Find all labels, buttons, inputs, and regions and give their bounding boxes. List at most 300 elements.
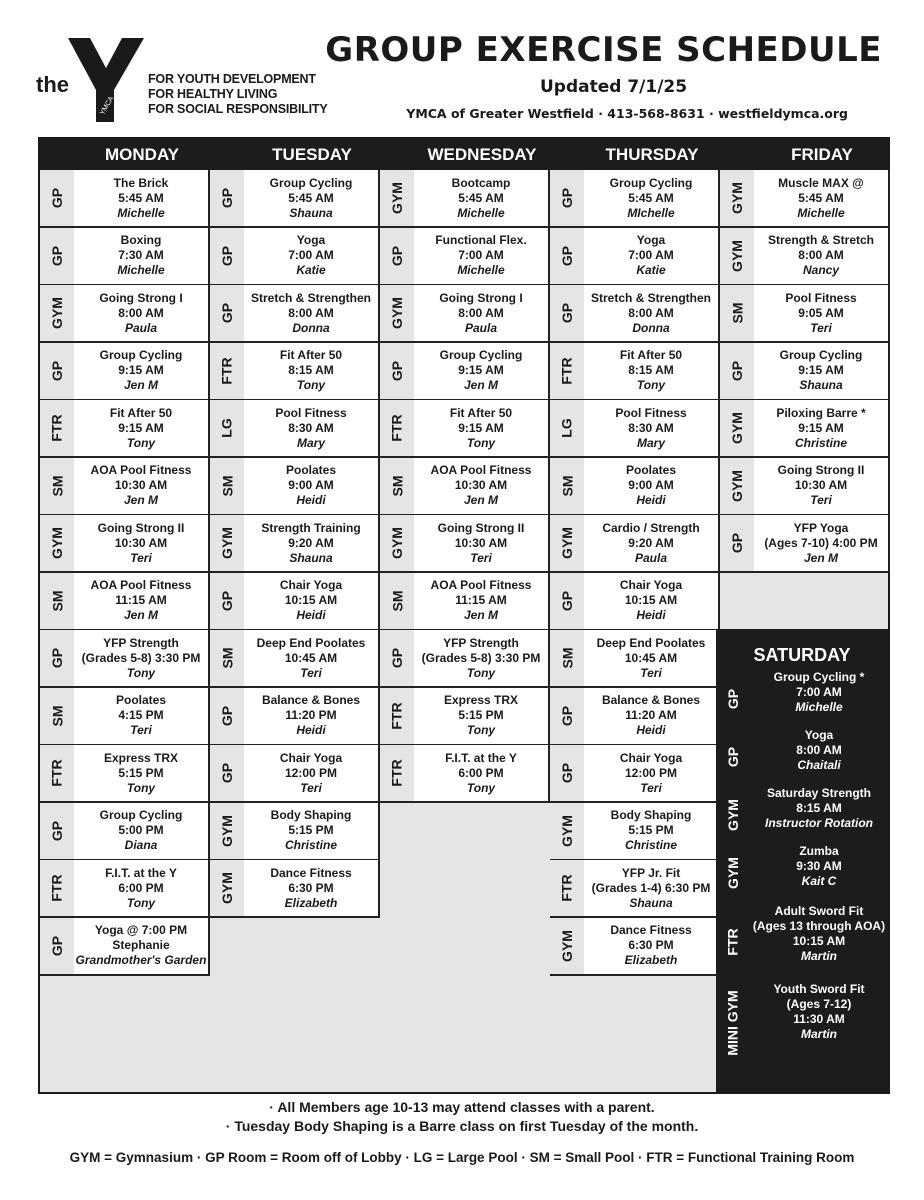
class-info xyxy=(414,688,548,744)
room-label: GP xyxy=(210,573,244,629)
class-time: 9:15 AM xyxy=(118,420,164,435)
saturday-class xyxy=(716,670,888,728)
day-header-friday: FRIDAY xyxy=(791,145,853,164)
day-header-row xyxy=(40,139,888,170)
class-info xyxy=(584,400,718,456)
class-detail: 9:30 AM xyxy=(796,859,842,873)
room-label: GP xyxy=(380,228,414,284)
room-label: GP xyxy=(550,285,584,341)
room-label: GYM xyxy=(380,170,414,226)
class-instructor: Tony xyxy=(466,665,496,680)
class-info xyxy=(414,458,548,514)
class-instructor: Jen M xyxy=(463,493,498,507)
room-label: GYM xyxy=(40,515,74,571)
class-info xyxy=(74,400,208,456)
class-info xyxy=(750,786,888,831)
class-time: 6:00 PM xyxy=(118,880,164,895)
class-time: 9:15 AM xyxy=(458,363,504,377)
room-label: SM xyxy=(40,688,74,744)
class-time: (Grades 5-8) 3:30 PM xyxy=(421,650,541,665)
class-cell xyxy=(40,745,210,803)
room-label: LG xyxy=(550,400,584,456)
class-info xyxy=(754,343,888,399)
class-name: AOA Pool Fitness xyxy=(430,463,532,477)
class-instructor: Tony xyxy=(126,780,156,795)
class-instructor: Tony xyxy=(636,378,666,392)
class-cell xyxy=(550,860,720,918)
class-cell xyxy=(210,343,380,401)
class-info xyxy=(754,285,888,341)
room-label: FTR xyxy=(550,860,584,916)
class-instructor: Teri xyxy=(300,780,322,795)
room-label: GYM xyxy=(720,400,754,456)
class-instructor: Jen M xyxy=(123,608,158,622)
class-cell xyxy=(720,285,890,343)
class-instructor: Grandmother's Garden xyxy=(75,953,207,967)
class-info xyxy=(74,458,208,514)
class-instructor: Paula xyxy=(634,550,667,565)
class-time: 11:20 AM xyxy=(625,708,677,722)
contact-info: YMCA of Greater Westfield · 413-568-8631 · westfieldymca.org xyxy=(406,106,848,121)
class-cell xyxy=(40,918,210,976)
class-cell xyxy=(380,458,550,516)
class-info xyxy=(244,285,378,341)
class-info xyxy=(414,228,548,284)
class-info xyxy=(74,573,208,629)
class-cell xyxy=(40,688,210,746)
class-info xyxy=(584,285,718,341)
class-info xyxy=(754,400,888,456)
class-cell xyxy=(40,343,210,401)
class-time: 9:20 AM xyxy=(628,535,674,550)
class-cell xyxy=(550,630,720,688)
class-cell xyxy=(380,630,550,688)
class-cell xyxy=(380,170,550,228)
class-info xyxy=(584,228,718,284)
room-label: FTR xyxy=(380,688,414,744)
class-instructor: Donna xyxy=(632,320,670,335)
note-parent: · All Members age 10-13 may attend classes with a parent. xyxy=(269,1099,655,1115)
class-info xyxy=(750,844,888,889)
room-label: GP xyxy=(724,746,741,768)
room-label: GYM xyxy=(550,803,584,859)
tagline: FOR YOUTH DEVELOPMENT FOR HEALTHY LIVING FOR SOCIAL RESPONSIBILITY xyxy=(148,72,328,116)
class-detail: Group Cycling * xyxy=(773,670,865,684)
class-name: Fit After 50 xyxy=(279,348,343,362)
class-name: F.I.T. at the Y xyxy=(445,750,517,765)
class-name: Going Strong II xyxy=(437,520,525,535)
class-instructor: Katie xyxy=(296,263,326,277)
class-cell xyxy=(210,803,380,861)
class-time: 6:30 PM xyxy=(628,938,674,952)
class-time: 5:45 AM xyxy=(628,190,674,205)
class-cell xyxy=(380,400,550,458)
class-instructor: Michelle xyxy=(795,700,843,714)
room-label: GYM xyxy=(720,458,754,514)
class-name: Yoga xyxy=(636,233,666,247)
class-cell xyxy=(550,285,720,343)
updated-date: Updated 7/1/25 xyxy=(540,77,688,97)
class-time: 10:15 AM xyxy=(284,593,338,607)
class-time: 8:00 AM xyxy=(288,305,334,320)
class-instructor: Tony xyxy=(296,378,326,392)
class-info xyxy=(754,458,888,514)
class-instructor: Kait C xyxy=(801,874,837,888)
class-cell xyxy=(210,170,380,228)
room-label: GP xyxy=(40,918,74,974)
class-name: YFP Strength xyxy=(443,635,519,650)
class-detail: Saturday Strength xyxy=(766,786,871,800)
room-label: SM xyxy=(210,630,244,686)
class-instructor: Christine xyxy=(624,838,677,852)
day-header-thursday: THURSDAY xyxy=(605,145,699,164)
class-instructor: Teri xyxy=(130,550,152,565)
class-name: AOA Pool Fitness xyxy=(90,578,192,592)
class-instructor: Teri xyxy=(300,665,322,680)
class-info xyxy=(74,170,208,226)
class-info xyxy=(74,860,208,916)
class-cell xyxy=(40,860,210,918)
class-cell xyxy=(550,343,720,401)
class-cell xyxy=(550,573,720,631)
class-info xyxy=(244,458,378,514)
class-instructor: Teri xyxy=(810,320,832,335)
room-label: SM xyxy=(380,458,414,514)
class-name: Stretch & Strengthen xyxy=(250,290,371,305)
class-cell xyxy=(720,400,890,458)
class-info xyxy=(244,860,378,916)
class-cell xyxy=(40,458,210,516)
room-label: GP xyxy=(550,228,584,284)
room-label: MINI GYM xyxy=(725,990,741,1056)
class-time: 4:15 PM xyxy=(118,708,164,722)
class-time: 9:15 AM xyxy=(798,420,844,435)
class-cell xyxy=(550,688,720,746)
room-label: GP xyxy=(210,745,244,801)
class-name: Group Cycling xyxy=(99,808,183,822)
room-label: GYM xyxy=(210,860,244,916)
class-time: 10:15 AM xyxy=(624,593,678,607)
class-name: Fit After 50 xyxy=(619,348,683,362)
class-name: Going Strong II xyxy=(777,463,865,477)
room-label: FTR xyxy=(40,400,74,456)
class-cell xyxy=(380,515,550,573)
class-name: Strength & Stretch xyxy=(767,233,874,247)
class-info xyxy=(584,745,718,801)
class-name: YFP Yoga xyxy=(793,520,849,535)
class-detail: Adult Sword Fit xyxy=(774,904,864,918)
class-cell xyxy=(40,630,210,688)
class-cell xyxy=(40,803,210,861)
class-name: Yoga @ 7:00 PM xyxy=(94,923,188,937)
class-name: Body Shaping xyxy=(270,808,352,822)
saturday-panel xyxy=(716,629,888,1092)
class-instructor: Mary xyxy=(636,435,665,450)
class-info xyxy=(584,630,718,686)
room-label: GP xyxy=(40,343,74,399)
room-label: FTR xyxy=(40,860,74,916)
class-cell xyxy=(210,573,380,631)
class-cell xyxy=(210,860,380,918)
class-name: Group Cycling xyxy=(609,175,693,190)
class-instructor: Elizabeth xyxy=(284,895,338,910)
class-info xyxy=(74,630,208,686)
class-instructor: Michelle xyxy=(117,263,165,277)
class-info xyxy=(584,573,718,629)
class-cell xyxy=(40,515,210,573)
class-info xyxy=(750,728,888,773)
class-instructor: Michelle xyxy=(117,205,165,220)
class-time: 10:30 AM xyxy=(454,478,508,492)
class-name: The Brick xyxy=(113,175,169,190)
class-cell xyxy=(210,515,380,573)
class-time: 9:15 AM xyxy=(458,420,504,435)
class-info xyxy=(244,228,378,284)
page-footer xyxy=(0,1098,924,1165)
room-label: LG xyxy=(210,400,244,456)
class-name: Stretch & Strengthen xyxy=(590,290,711,305)
saturday-class xyxy=(716,786,888,844)
class-cell xyxy=(550,745,720,803)
class-detail: 10:15 AM xyxy=(792,934,846,948)
class-info xyxy=(244,343,378,399)
room-label: SM xyxy=(550,630,584,686)
class-name: Express TRX xyxy=(443,693,519,707)
class-time: 5:15 PM xyxy=(118,765,164,780)
class-instructor: Heidi xyxy=(636,608,666,622)
class-time: (Grades 5-8) 3:30 PM xyxy=(81,650,201,665)
room-label: GYM xyxy=(210,515,244,571)
room-label: GYM xyxy=(550,918,584,974)
class-name: Group Cycling xyxy=(779,348,863,362)
day-header-tuesday: TUESDAY xyxy=(272,145,352,164)
class-name: Express TRX xyxy=(103,750,179,765)
room-label: GP xyxy=(550,745,584,801)
class-name: Body Shaping xyxy=(610,808,692,822)
class-time: 10:30 AM xyxy=(114,478,168,492)
class-info xyxy=(74,745,208,801)
class-cell xyxy=(380,688,550,746)
class-cell xyxy=(550,228,720,286)
class-time: 7:30 AM xyxy=(118,248,164,262)
class-cell xyxy=(210,688,380,746)
class-info xyxy=(414,573,548,629)
class-time: Stephanie xyxy=(112,938,170,952)
class-cell xyxy=(550,918,720,976)
class-cell xyxy=(40,170,210,228)
class-info xyxy=(244,688,378,744)
class-cell xyxy=(380,573,550,631)
class-name: Fit After 50 xyxy=(109,405,173,420)
class-name: Boxing xyxy=(120,233,162,247)
class-detail: (Ages 7-12) xyxy=(786,997,852,1011)
class-instructor: Chaitali xyxy=(797,758,841,772)
room-label: SM xyxy=(40,458,74,514)
class-instructor: Christine xyxy=(284,838,337,852)
room-label: GP xyxy=(550,688,584,744)
class-cell xyxy=(40,400,210,458)
class-info xyxy=(414,745,548,801)
room-label: GYM xyxy=(720,228,754,284)
class-detail: 7:00 AM xyxy=(796,685,842,699)
class-info xyxy=(74,285,208,341)
class-time: 10:45 AM xyxy=(624,650,678,665)
class-info xyxy=(414,630,548,686)
class-time: 8:15 AM xyxy=(628,363,674,377)
class-info xyxy=(750,982,888,1042)
class-cell xyxy=(720,515,890,573)
class-name: Group Cycling xyxy=(99,348,183,362)
class-instructor: Mary xyxy=(296,435,325,450)
room-label: GP xyxy=(380,343,414,399)
room-label: SM xyxy=(720,285,754,341)
class-time: 6:30 PM xyxy=(288,880,334,895)
class-info xyxy=(244,170,378,226)
class-cell xyxy=(720,170,890,228)
class-detail: Yoga xyxy=(804,728,834,742)
class-info xyxy=(74,918,208,974)
class-info xyxy=(244,803,378,859)
class-info xyxy=(244,745,378,801)
class-cell xyxy=(210,400,380,458)
day-header-saturday: SATURDAY xyxy=(753,645,851,665)
class-instructor: Heidi xyxy=(636,723,666,737)
room-label: FTR xyxy=(380,745,414,801)
class-name: Bootcamp xyxy=(451,175,511,190)
page-title: GROUP EXERCISE SCHEDULE xyxy=(325,30,882,70)
room-label: GP xyxy=(40,228,74,284)
ymca-logo xyxy=(36,34,146,124)
class-instructor: Teri xyxy=(640,665,662,680)
class-instructor: Jen M xyxy=(463,608,498,622)
class-instructor: Heidi xyxy=(636,493,666,507)
class-name: Functional Flex. xyxy=(435,233,527,247)
class-time: 9:20 AM xyxy=(288,535,334,550)
class-name: Chair Yoga xyxy=(619,578,683,592)
class-cell xyxy=(40,228,210,286)
class-instructor: Tony xyxy=(126,435,156,450)
class-name: Group Cycling xyxy=(439,348,523,362)
room-label: GP xyxy=(210,285,244,341)
class-info xyxy=(74,515,208,571)
class-time: 9:00 AM xyxy=(288,478,334,492)
class-instructor: Donna xyxy=(292,320,330,335)
class-detail: 8:00 AM xyxy=(796,743,842,757)
class-cell xyxy=(40,285,210,343)
room-label: GP xyxy=(40,170,74,226)
class-instructor: Instructor Rotation xyxy=(765,816,873,830)
class-info xyxy=(244,630,378,686)
class-detail: 8:15 AM xyxy=(796,801,842,815)
class-cell xyxy=(550,458,720,516)
room-label: GP xyxy=(720,515,754,571)
day-header-wednesday: WEDNESDAY xyxy=(427,145,537,164)
class-name: AOA Pool Fitness xyxy=(430,578,532,592)
class-time: 8:00 AM xyxy=(628,305,674,320)
class-name: Balance & Bones xyxy=(601,693,701,707)
class-instructor: Shauna xyxy=(629,895,673,910)
class-info xyxy=(754,170,888,226)
class-instructor: Michelle xyxy=(797,205,845,220)
class-instructor: Heidi xyxy=(296,608,326,622)
class-time: 9:00 AM xyxy=(628,478,674,492)
class-instructor: Tony xyxy=(126,895,156,910)
class-info xyxy=(414,400,548,456)
class-time: 9:15 AM xyxy=(798,363,844,377)
class-info xyxy=(74,688,208,744)
class-name: Poolates xyxy=(285,463,336,477)
class-instructor: Katie xyxy=(636,263,666,277)
room-label: SM xyxy=(40,573,74,629)
class-time: 5:00 PM xyxy=(118,823,164,837)
class-instructor: Jen M xyxy=(803,550,838,565)
class-cell xyxy=(720,458,890,516)
class-cell xyxy=(40,573,210,631)
class-detail: Zumba xyxy=(799,844,839,858)
class-instructor: Michelle xyxy=(457,205,505,220)
class-time: 5:15 PM xyxy=(458,708,504,722)
class-time: 11:15 AM xyxy=(115,593,167,607)
class-cell xyxy=(380,285,550,343)
class-name: YFP Strength xyxy=(103,635,179,650)
class-instructor: MIchelle xyxy=(627,205,675,220)
class-info xyxy=(74,228,208,284)
class-info xyxy=(244,515,378,571)
class-cell xyxy=(210,228,380,286)
class-name: Poolates xyxy=(625,463,676,477)
class-cell xyxy=(380,745,550,803)
class-time: 8:00 AM xyxy=(458,305,504,320)
class-instructor: Shauna xyxy=(289,550,333,565)
class-cell xyxy=(550,803,720,861)
class-info xyxy=(414,515,548,571)
class-info xyxy=(584,688,718,744)
room-label: GYM xyxy=(40,285,74,341)
class-name: Going Strong II xyxy=(97,520,185,535)
class-cell xyxy=(210,630,380,688)
class-cell xyxy=(550,170,720,228)
room-label: FTR xyxy=(210,343,244,399)
saturday-class xyxy=(716,728,888,786)
class-instructor: Nancy xyxy=(802,263,840,277)
class-info xyxy=(584,918,718,974)
saturday-class xyxy=(716,844,888,902)
class-time: 8:15 AM xyxy=(288,363,334,377)
class-instructor: Heidi xyxy=(296,723,326,737)
class-time: 8:00 AM xyxy=(118,305,164,320)
room-label: FTR xyxy=(725,928,741,956)
class-name: AOA Pool Fitness xyxy=(90,463,192,477)
room-label: SM xyxy=(210,458,244,514)
class-name: Group Cycling xyxy=(269,175,353,190)
saturday-class xyxy=(716,982,888,1064)
class-time: 5:45 AM xyxy=(798,190,844,205)
class-time: 9:15 AM xyxy=(118,363,164,377)
class-name: Going Strong I xyxy=(439,290,523,305)
logo-the-text: the xyxy=(36,72,69,97)
class-time: 10:30 AM xyxy=(454,535,508,550)
room-label: GP xyxy=(724,688,741,710)
class-time: 5:15 PM xyxy=(288,823,334,837)
class-time: 10:30 AM xyxy=(114,535,168,550)
class-name: Dance Fitness xyxy=(610,923,692,937)
class-instructor: Martin xyxy=(801,1027,837,1041)
class-info xyxy=(584,515,718,571)
room-label: GP xyxy=(40,630,74,686)
class-cell xyxy=(210,458,380,516)
class-info xyxy=(584,803,718,859)
class-name: Cardio / Strength xyxy=(602,520,700,535)
